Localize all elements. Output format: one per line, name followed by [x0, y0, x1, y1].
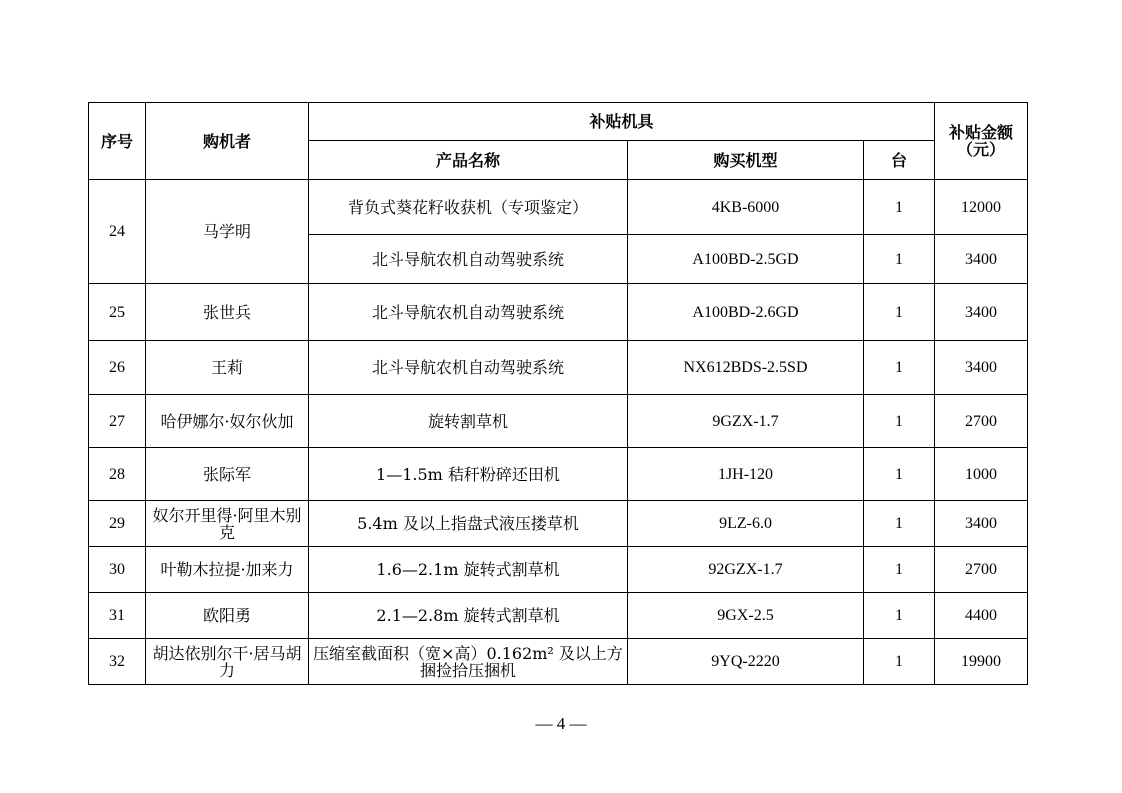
- table-row: [89, 395, 1028, 448]
- row-buyer: 欧阳勇: [146, 593, 309, 639]
- row-amount: 2700: [935, 547, 1028, 593]
- row-seq: 32: [89, 639, 146, 685]
- row-amount: 19900: [935, 639, 1028, 685]
- table-row: [89, 341, 1028, 395]
- row-amount: 4400: [935, 593, 1028, 639]
- header-machine-group: 补贴机具: [309, 103, 935, 141]
- table-row: [89, 284, 1028, 341]
- row-model: 9GX-2.5: [628, 593, 864, 639]
- table-row: [89, 448, 1028, 501]
- row-seq: 29: [89, 501, 146, 547]
- table-row: [89, 639, 1028, 685]
- row-qty: 1: [864, 341, 935, 395]
- subsidy-table: [88, 102, 1028, 685]
- row-product: 压缩室截面积（宽×高）0.162m² 及以上方捆捡拾压捆机: [309, 639, 628, 685]
- row-seq: 24: [89, 180, 146, 284]
- row-buyer: 张际军: [146, 448, 309, 501]
- row-seq: 30: [89, 547, 146, 593]
- row-model: 1JH-120: [628, 448, 864, 501]
- row-buyer: 哈伊娜尔·奴尔伙加: [146, 395, 309, 448]
- table-row: [89, 501, 1028, 547]
- row-amount: 3400: [935, 341, 1028, 395]
- row-seq: 26: [89, 341, 146, 395]
- row-qty: 1: [864, 639, 935, 685]
- row-qty: 1: [864, 501, 935, 547]
- row-amount: 2700: [935, 395, 1028, 448]
- row-product: 1—1.5m 秸秆粉碎还田机: [309, 448, 628, 501]
- row-qty: 1: [864, 448, 935, 501]
- row-seq: 25: [89, 284, 146, 341]
- page-number: — 4 —: [535, 714, 587, 733]
- table-row: [89, 593, 1028, 639]
- table-row: [89, 180, 1028, 235]
- row-qty: 1: [864, 235, 935, 284]
- header-qty: 台: [864, 141, 935, 180]
- row-product: 北斗导航农机自动驾驶系统: [309, 341, 628, 395]
- row-buyer: 张世兵: [146, 284, 309, 341]
- row-model: 4KB-6000: [628, 180, 864, 235]
- row-model: 9GZX-1.7: [628, 395, 864, 448]
- header-amount: 补贴金额（元）: [935, 103, 1028, 180]
- row-model: 9LZ-6.0: [628, 501, 864, 547]
- row-product: 2.1—2.8m 旋转式割草机: [309, 593, 628, 639]
- row-model: 9YQ-2220: [628, 639, 864, 685]
- row-model: A100BD-2.6GD: [628, 284, 864, 341]
- row-product: 1.6—2.1m 旋转式割草机: [309, 547, 628, 593]
- row-model: A100BD-2.5GD: [628, 235, 864, 284]
- row-product: 5.4m 及以上指盘式液压搂草机: [309, 501, 628, 547]
- row-qty: 1: [864, 547, 935, 593]
- row-qty: 1: [864, 180, 935, 235]
- row-qty: 1: [864, 284, 935, 341]
- row-product: 北斗导航农机自动驾驶系统: [309, 235, 628, 284]
- row-qty: 1: [864, 593, 935, 639]
- row-qty: 1: [864, 395, 935, 448]
- header-seq: 序号: [89, 103, 146, 180]
- row-product: 旋转割草机: [309, 395, 628, 448]
- row-seq: 31: [89, 593, 146, 639]
- row-amount: 12000: [935, 180, 1028, 235]
- row-buyer: 马学明: [146, 180, 309, 284]
- row-model: 92GZX-1.7: [628, 547, 864, 593]
- header-row-top: [89, 103, 1028, 141]
- header-buyer: 购机者: [146, 103, 309, 180]
- row-buyer: 叶勒木拉提·加来力: [146, 547, 309, 593]
- row-amount: 3400: [935, 284, 1028, 341]
- row-buyer: 王莉: [146, 341, 309, 395]
- row-amount: 3400: [935, 235, 1028, 284]
- row-seq: 27: [89, 395, 146, 448]
- row-product: 北斗导航农机自动驾驶系统: [309, 284, 628, 341]
- row-seq: 28: [89, 448, 146, 501]
- row-amount: 3400: [935, 501, 1028, 547]
- header-product-name: 产品名称: [309, 141, 628, 180]
- header-model: 购买机型: [628, 141, 864, 180]
- table-row: [89, 547, 1028, 593]
- row-buyer: 奴尔开里得·阿里木别克: [146, 501, 309, 547]
- row-model: NX612BDS-2.5SD: [628, 341, 864, 395]
- row-product: 背负式葵花籽收获机（专项鉴定）: [309, 180, 628, 235]
- row-amount: 1000: [935, 448, 1028, 501]
- row-buyer: 胡达依别尔干·居马胡力: [146, 639, 309, 685]
